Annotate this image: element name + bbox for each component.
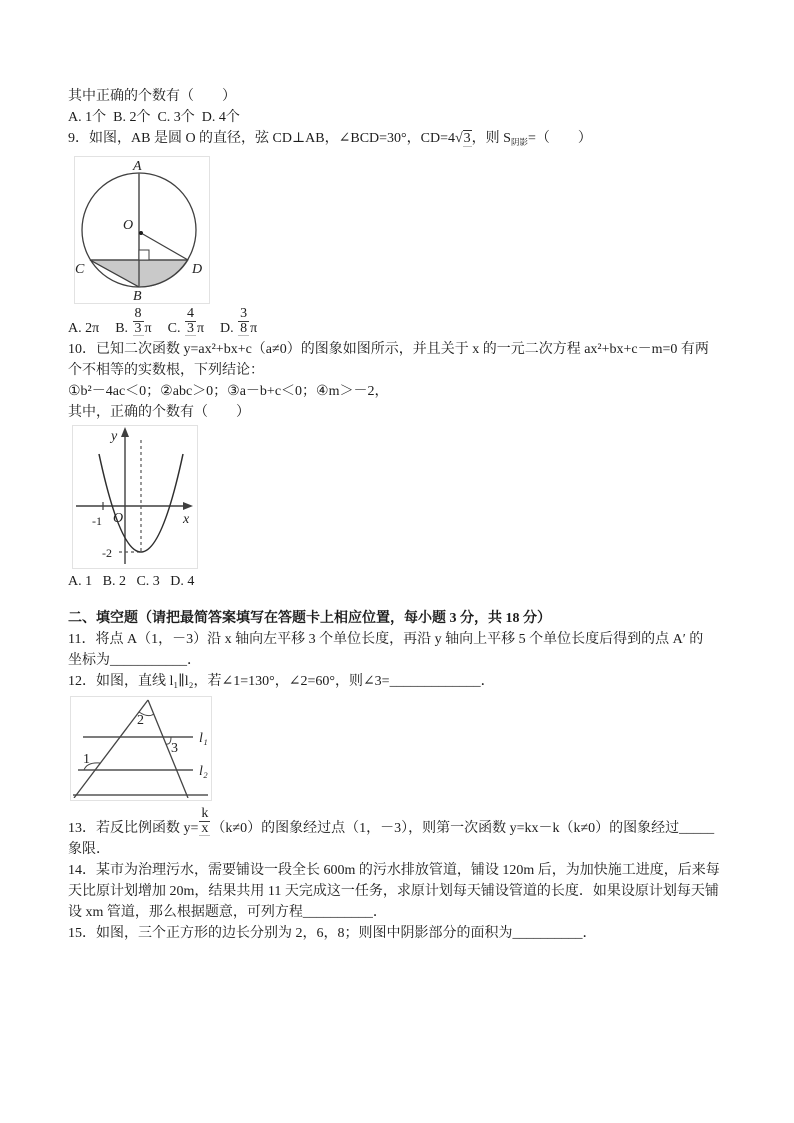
q9-circle-figure: [74, 156, 210, 304]
angle2-label: 2: [137, 713, 144, 728]
label-b: B: [133, 289, 142, 301]
q10-options-line: A. 1 B. 2 C. 3 D. 4: [68, 574, 195, 589]
q10-line-4: 其中，正确的个数有（ ）: [68, 405, 250, 420]
q8-prompt-line: [68, 86, 734, 107]
right-transversal: [148, 700, 188, 798]
l2-label: l₂: [199, 764, 208, 779]
q12-parallel-lines-figure: [70, 696, 212, 801]
q10-line-1: 10．已知二次函数 y=ax²+bx+c（a≠0）的图象如图所示，并且关于 x 的一元二次方程 ax²+bx+c－m=0 有两: [68, 342, 709, 357]
center-dot: [139, 231, 143, 235]
q9-options-line: [68, 307, 734, 339]
y-axis-arrow: [121, 427, 129, 437]
q9-option-b: B. $\frac{8}{3}$ π: [115, 306, 152, 336]
q12-line: 12．如图，直线 l₁∥l₂，若∠1=130°，∠2=60°，则∠3=_____________．: [68, 674, 495, 689]
label-d: D: [192, 262, 203, 277]
q9-option-d-label: D.: [220, 321, 238, 336]
q9-option-c: C. $\frac{4}{3}$ π: [167, 306, 205, 336]
q8-options-line: [68, 107, 734, 128]
q9-option-d: D. $\frac{3}{8}$ π: [220, 306, 258, 336]
q10-line-2: 个不相等的实数根，下列结论：: [68, 363, 264, 378]
q14-line-1: 14．某市为治理污水，需要铺设一段全长 600m 的污水排放管道，铺设 120m 后，为加快施工进度，后来每: [68, 863, 720, 878]
q8-options: A. 1个 B. 2个 C. 3个 D. 4个: [68, 110, 240, 125]
fraction-k-x: $\frac{k}{x}$: [201, 806, 209, 836]
angle3-label: 3: [171, 741, 178, 756]
parabola-diagram: [73, 426, 195, 566]
q11-line-1: 11．将点 A（1，－3）沿 x 轴向左平移 3 个单位长度，再沿 y 轴向上平移 5 个单位长度后得到的点 A′ 的: [68, 632, 704, 647]
q9-option-b-label: B.: [115, 321, 132, 336]
section2-header: 二、填空题（请把最简答案填写在答题卡上相应位置，每小题 3 分，共 18 分）: [68, 611, 551, 626]
q9-option-a: A. 2π: [68, 321, 100, 336]
q10-line-3: ①b²－4ac＜0；②abc＞0；③a－b+c＜0；④m＞－2，: [68, 384, 389, 399]
parallel-lines-diagram: [71, 697, 209, 798]
y-axis-label: y: [111, 429, 118, 444]
tick-label-minus2: -2: [102, 546, 112, 560]
q13-line-2: 象限．: [68, 842, 110, 857]
circle-diagram: [75, 157, 207, 301]
label-a: A: [133, 159, 142, 174]
x-axis-arrow: [183, 502, 193, 510]
label-c: C: [75, 262, 85, 277]
q13-line: 13．若反比例函数 y= $\frac{k}{x}$ （k≠0）的图象经过点（1，－3），则第一次函数 y=kx－k（k≠0）的图象经过_____: [68, 806, 715, 836]
q9-stem-line: [68, 128, 734, 153]
fraction-4-3: $\frac{4}{3}$: [186, 306, 194, 336]
shaded-area-subscript: 阴影: [510, 137, 528, 147]
tick-label-minus1: -1: [92, 514, 102, 528]
q9-stem-post: =（ ）: [527, 131, 592, 146]
x-axis-label: x: [183, 512, 190, 527]
q10-parabola-figure: [72, 425, 198, 569]
fraction-3-8: $\frac{3}{8}$: [240, 306, 248, 336]
q9-stem-mid: ，则 S: [471, 131, 511, 146]
l1-label: l₁: [199, 731, 208, 746]
q15-line: 15．如图，三个正方形的边长分别为 2，6，8；则图中阴影部分的面积为__________．: [68, 926, 597, 941]
radicand: 3: [463, 131, 471, 146]
label-o: O: [123, 218, 134, 233]
q14-line-3: 设 xm 管道，那么根据题意，可列方程__________．: [68, 905, 387, 920]
q9-stem-pre: 9．如图，AB 是圆 O 的直径，弦 CD⊥AB，∠BCD=30°，CD=4: [68, 131, 455, 146]
q9-option-c-label: C.: [167, 321, 184, 336]
q8-prompt: 其中正确的个数有（ ）: [68, 89, 236, 104]
q11-line-2: 坐标为___________．: [68, 653, 201, 668]
angle1-label: 1: [83, 752, 90, 767]
fraction-8-3: $\frac{8}{3}$: [134, 306, 142, 336]
origin-label: O: [113, 511, 124, 526]
right-angle-marker: [139, 250, 149, 260]
q14-line-2: 天比原计划增加 20m，结果共用 11 天完成这一任务，求原计划每天铺设管道的长度．如果设原计划每天铺: [68, 884, 719, 899]
radical-sign: √: [454, 131, 463, 146]
